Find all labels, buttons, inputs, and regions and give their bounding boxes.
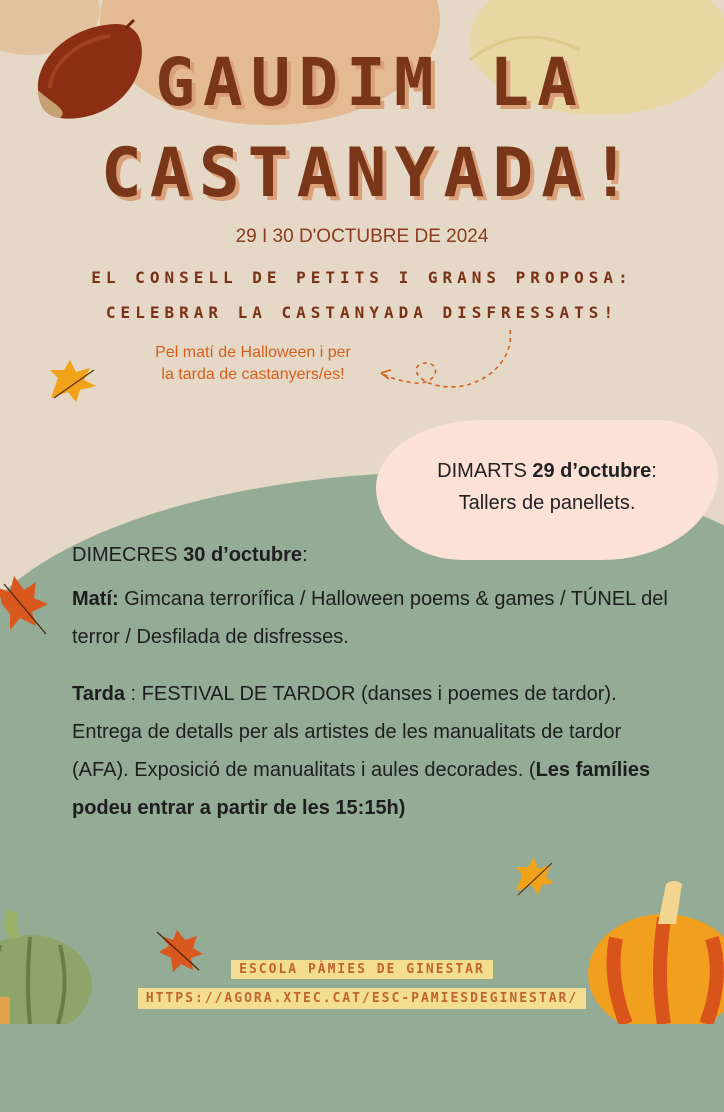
afternoon-text: : FESTIVAL DE TARDOR (danses i poemes de tardor). Entrega de detalls per als artistes de les manualitats de tardor (AFA). Exposició de manualitats i aules decorades. (: [72, 683, 622, 781]
poster-title-line2: CASTANYADA!: [100, 134, 640, 213]
tuesday-info: [376, 455, 718, 519]
autumn-leaf-icon: [512, 853, 558, 899]
autumn-leaf-icon: [0, 574, 52, 638]
wednesday-date: 30 d’octubre: [183, 544, 303, 566]
wednesday-day: DIMECRES: [72, 544, 178, 566]
proposal-line1: EL CONSELL DE PETITS I GRANS PROPOSA:: [91, 268, 633, 287]
school-url-link[interactable]: HTTPS://AGORA.XTEC.CAT/ESC-PAMIESDEGINESTAR/: [138, 988, 586, 1009]
halloween-note-line1: Pel matí de Halloween i per: [155, 344, 351, 361]
event-date: 29 I 30 D'OCTUBRE DE 2024: [235, 226, 489, 247]
tuesday-colon: :: [651, 460, 657, 482]
halloween-note-line2: la tarda de castanyers/es!: [161, 366, 345, 383]
footer-school: [0, 958, 724, 979]
afternoon-label: Tarda: [72, 683, 125, 705]
dashed-arrow: [375, 325, 525, 395]
proposal-line2: CELEBRAR LA CASTANYADA DISFRESSATS!: [105, 303, 619, 322]
afternoon-schedule: [72, 675, 682, 827]
footer-link: [0, 987, 724, 1009]
afternoon-bold: Les famílies podeu entrar a partir de les 15:15h): [72, 759, 651, 819]
morning-schedule: [72, 580, 682, 656]
wednesday-colon: :: [302, 544, 308, 566]
morning-text: Gimcana terrorífica / Halloween poems & games / TÚNEL del terror / Desfilada de disfresses.: [72, 588, 668, 648]
wednesday-heading: [72, 536, 682, 574]
poster-title-line1: GAUDIM LA: [155, 44, 585, 121]
tuesday-activity: Tallers de panellets.: [458, 492, 636, 514]
tuesday-date: 29 d’octubre: [532, 460, 652, 482]
tuesday-day: DIMARTS: [437, 460, 527, 482]
autumn-leaf-icon: [46, 358, 101, 406]
tuesday-heading: [376, 455, 718, 487]
morning-label: Matí:: [72, 588, 119, 610]
school-name: ESCOLA PÀMIES DE GINESTAR: [231, 960, 493, 979]
halloween-note: [118, 342, 388, 386]
